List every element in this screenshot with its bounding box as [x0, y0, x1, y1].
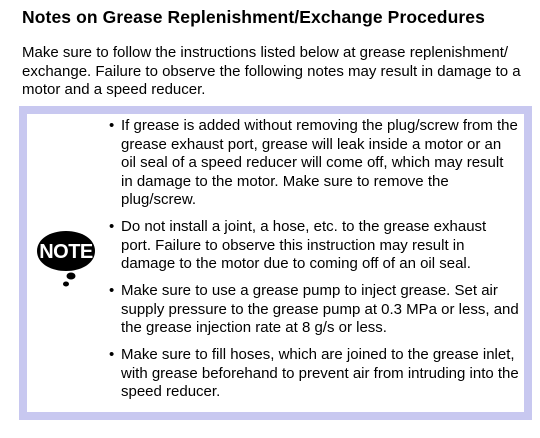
note-badge-icon	[35, 229, 97, 289]
note-text: Make sure to fill hoses, which are joined to the grease inlet, with grease beforehand to prevent air from intruding into the speed reducer.	[121, 346, 519, 400]
note-bubble-dot-small	[63, 282, 69, 287]
note-text: Do not install a joint, a hose, etc. to the grease exhaust port. Failure to observe this instruction may result in damage to the motor due to coming off of an oil seal.	[121, 218, 487, 272]
note-bubble-dot-large	[67, 273, 76, 280]
bullet: •	[109, 117, 115, 134]
note-item-grease-pump	[109, 282, 519, 338]
bullet: •	[109, 218, 115, 235]
note-item-exhaust-port	[109, 218, 519, 274]
page-title: Notes on Grease Replenishment/Exchange Procedures	[22, 7, 485, 27]
notes-box	[19, 106, 532, 420]
bullet: •	[109, 346, 115, 363]
note-speech-bubble-icon	[35, 229, 97, 289]
intro-paragraph: Make sure to follow the instructions listed below at grease replenishment/ exchange. Failure to observe the following notes may result in damage to a motor and a speed reducer.	[22, 44, 521, 98]
notes-box-content	[27, 114, 524, 412]
note-item-fill-hoses	[109, 346, 519, 402]
notes-list	[109, 117, 519, 410]
note-badge-label: NOTE	[39, 241, 93, 263]
note-text: Make sure to use a grease pump to inject grease. Set air supply pressure to the grease pump at 0.3 MPa or less, and the grease injection rate at 8 g/s or less.	[121, 282, 519, 336]
note-text: If grease is added without removing the plug/screw from the grease exhaust port, grease will leak inside a motor or an oil seal of a speed reducer will come off, which may result in damage to the motor. Make sure to remove the plug/screw.	[121, 117, 518, 208]
note-item-plug-screw	[109, 117, 519, 210]
bullet: •	[109, 282, 115, 299]
